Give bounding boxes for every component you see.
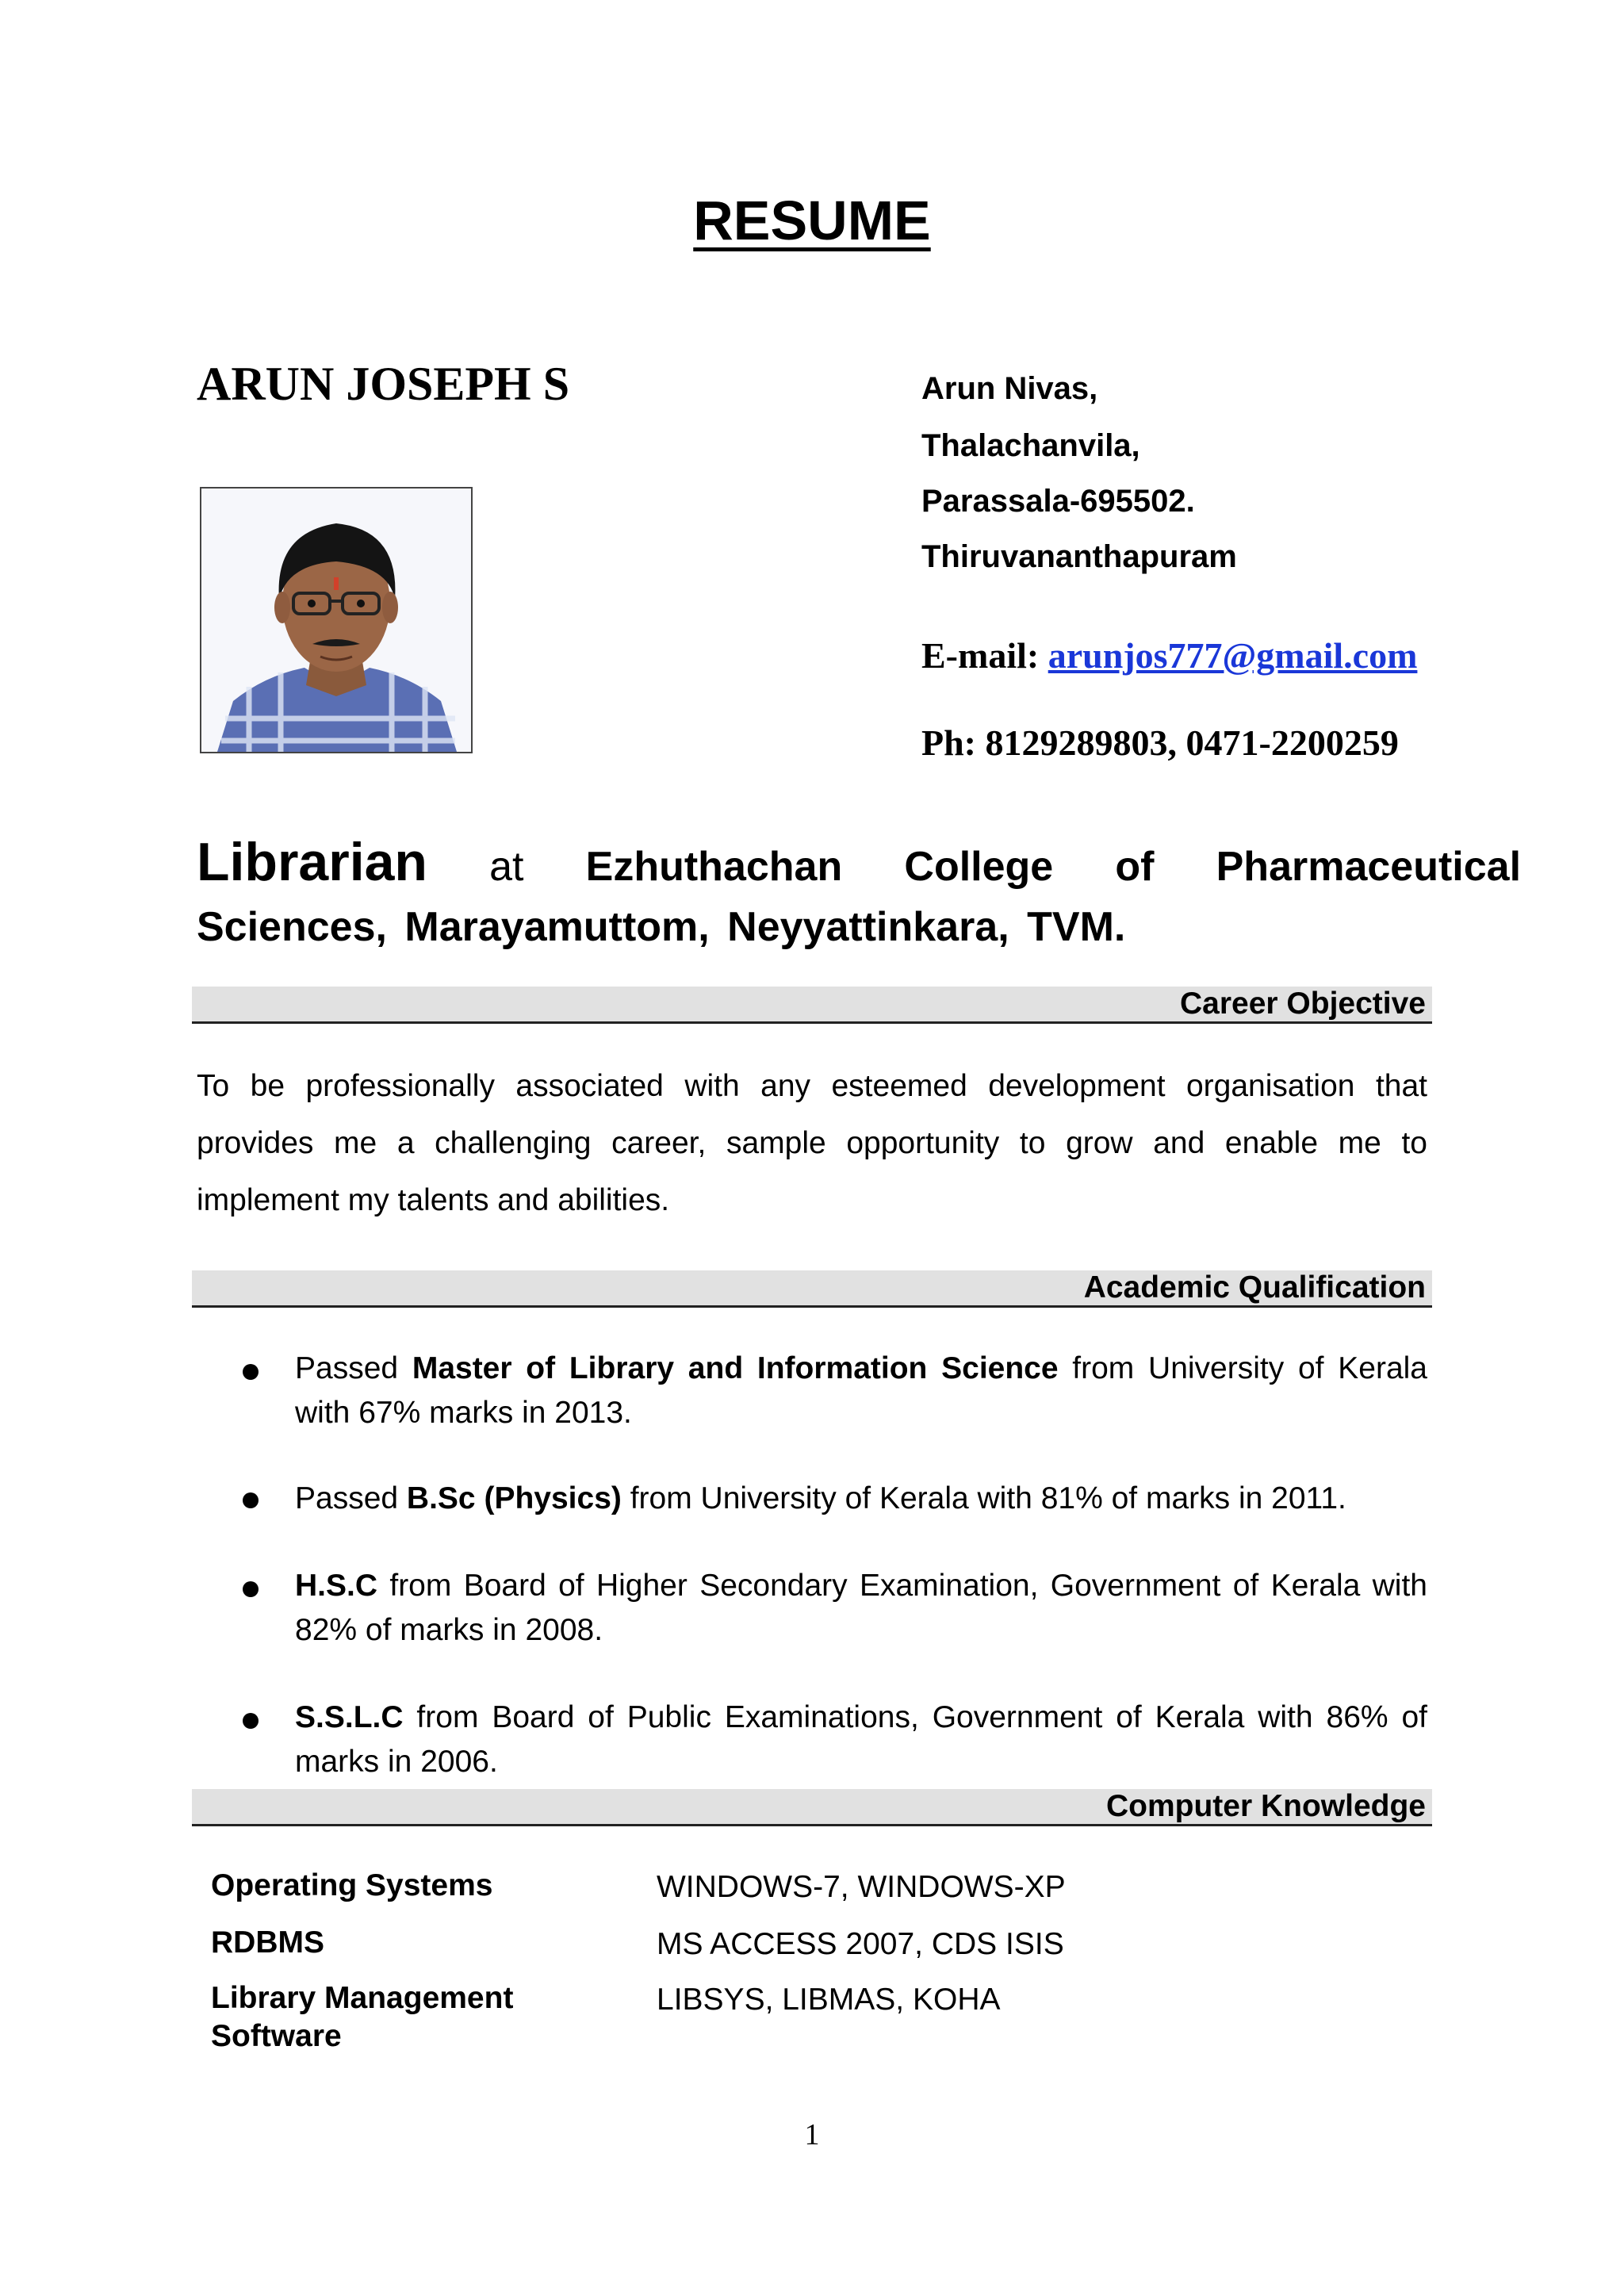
- qualification-detail: from University of Kerala with 81% of marks in 2011.: [621, 1481, 1346, 1515]
- qualification-item: [295, 1347, 1427, 1435]
- bullet-icon: [243, 1713, 259, 1729]
- address-line: Parassala-695502.: [921, 484, 1195, 519]
- page-title: RESUME: [693, 190, 931, 251]
- skill-category: RDBMS: [211, 1925, 324, 1960]
- role-title: Librarian: [197, 832, 427, 892]
- skill-value: WINDOWS-7, WINDOWS-XP: [657, 1870, 1066, 1904]
- section-title: Career Objective: [1179, 987, 1426, 1021]
- skill-category: Operating Systems: [211, 1868, 493, 1902]
- phone-row: Ph: 8129289803, 0471-2200259: [921, 722, 1399, 763]
- address-line: Thiruvananthapuram: [921, 539, 1237, 574]
- section-header-career: [192, 987, 1432, 1024]
- qualification-prefix: Passed: [295, 1481, 407, 1515]
- institution-word: Ezhuthachan: [585, 844, 843, 890]
- qualification-degree: S.S.L.C: [295, 1700, 404, 1734]
- institution-word: of: [1115, 844, 1155, 890]
- qualification-item: [295, 1477, 1427, 1521]
- qualification-detail: from University of Kerala with 67% marks in 2013.: [295, 1351, 1427, 1430]
- qualification-item: [295, 1695, 1427, 1784]
- qualification-item: [295, 1564, 1427, 1653]
- person-photo-icon: [201, 489, 471, 752]
- section-title: Academic Qualification: [1083, 1270, 1426, 1305]
- career-objective-text: To be professionally associated with any esteemed development organisation that provides me a challenging career, sample opportunity to grow and enable me to implement my talents and abilities.: [197, 1069, 1427, 1217]
- role-at: at: [489, 844, 524, 890]
- bullet-icon: [243, 1492, 259, 1508]
- current-position-line2: Sciences, Marayamuttom, Neyyattinkara, TVM.: [197, 904, 1126, 950]
- qualification-prefix: Passed: [295, 1351, 412, 1385]
- email-row: [921, 634, 1417, 676]
- skill-category: Library Management Software: [211, 1981, 514, 2053]
- bullet-icon: [243, 1364, 259, 1380]
- address-line: Arun Nivas,: [921, 371, 1098, 406]
- bullet-icon: [243, 1581, 259, 1597]
- section-header-academic: [192, 1270, 1432, 1308]
- section-title: Computer Knowledge: [1105, 1789, 1426, 1823]
- skill-value: LIBSYS, LIBMAS, KOHA: [657, 1983, 1001, 2017]
- institution-word: College: [904, 844, 1054, 890]
- qualification-detail: from Board of Higher Secondary Examination, Government of Kerala with 82% of marks in 2008.: [295, 1569, 1427, 1647]
- current-position-line1: [197, 834, 1521, 895]
- email-link[interactable]: arunjos777@gmail.com: [1048, 635, 1418, 676]
- skill-value: MS ACCESS 2007, CDS ISIS: [657, 1927, 1064, 1961]
- page-number: 1: [804, 2118, 820, 2151]
- address-line: Thalachanvila,: [921, 428, 1140, 463]
- qualification-degree: H.S.C: [295, 1569, 378, 1603]
- qualification-degree: B.Sc (Physics): [406, 1481, 622, 1515]
- institution-word: Pharmaceutical: [1216, 844, 1522, 890]
- email-label: E-mail:: [921, 635, 1040, 676]
- section-header-computer: [192, 1789, 1432, 1826]
- qualification-degree: Master of Library and Information Science: [412, 1351, 1059, 1385]
- profile-photo: [200, 487, 473, 753]
- candidate-name: ARUN JOSEPH S: [197, 358, 570, 410]
- qualification-detail: from Board of Public Examinations, Government of Kerala with 86% of marks in 2006.: [295, 1700, 1427, 1779]
